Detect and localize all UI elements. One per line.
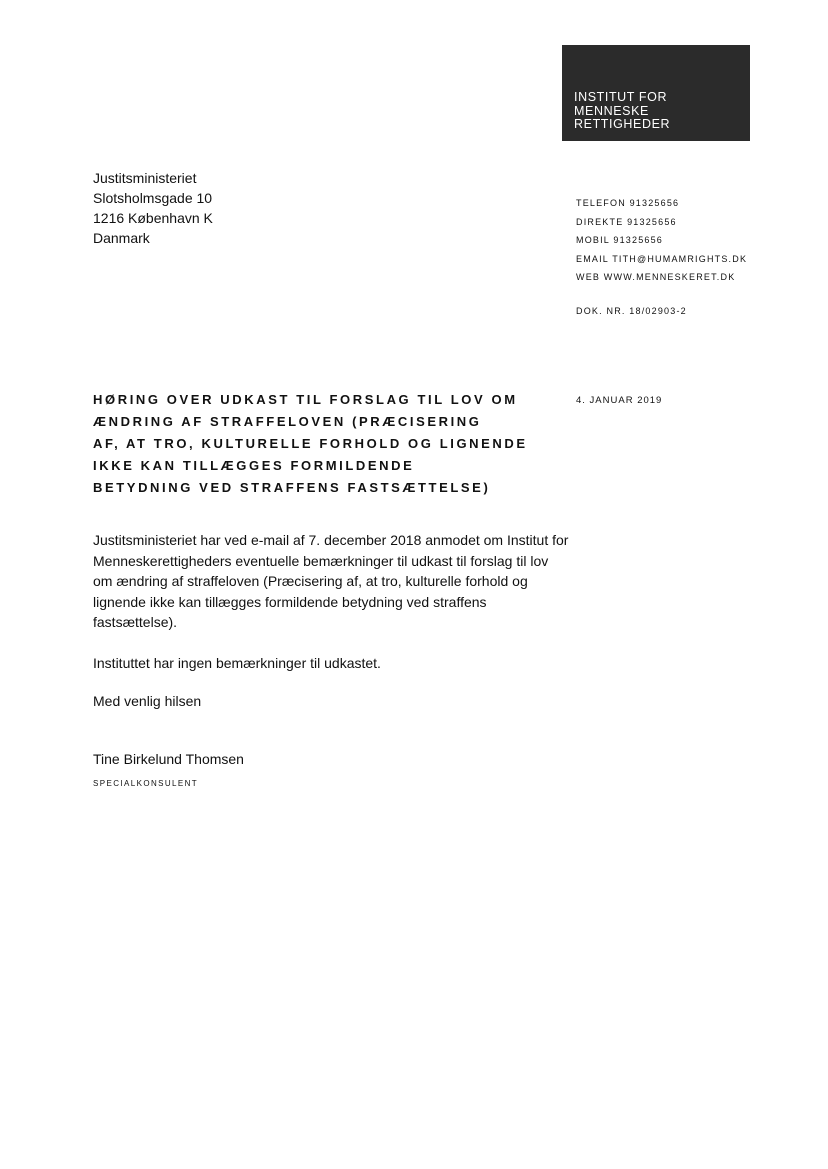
title-line: ÆNDRING AF STRAFFELOVEN (PRÆCISERING — [93, 414, 482, 429]
letter-body — [93, 530, 571, 712]
title-line: IKKE KAN TILLÆGGES FORMILDENDE — [93, 458, 415, 473]
letter-title — [93, 389, 563, 499]
signature-name: Tine Birkelund Thomsen — [93, 751, 244, 767]
institute-logo — [562, 45, 750, 141]
contact-direkte: DIREKTE 91325656 — [576, 216, 677, 227]
logo-text — [574, 91, 670, 132]
recipient-country: Danmark — [93, 230, 150, 246]
signature-title: SPECIALKONSULENT — [93, 779, 199, 788]
contact-email: EMAIL TITH@HUMAMRIGHTS.DK — [576, 253, 748, 264]
closing-line: Med venlig hilsen — [93, 693, 202, 709]
body-paragraph-2: Instituttet har ingen bemærkninger til udkastet. — [93, 654, 381, 671]
recipient-name: Justitsministeriet — [93, 170, 197, 186]
contact-web: WEB WWW.MENNESKERET.DK — [576, 272, 736, 283]
logo-line-2: MENNESKE — [574, 103, 649, 118]
recipient-address — [93, 168, 213, 248]
title-line: AF, AT TRO, KULTURELLE FORHOLD OG LIGNENDE — [93, 436, 528, 451]
recipient-city: 1216 København K — [93, 210, 213, 226]
logo-line-1: INSTITUT FOR — [574, 90, 668, 104]
document-number: DOK. NR. 18/02903-2 — [576, 306, 687, 316]
recipient-street: Slotsholmsgade 10 — [93, 190, 213, 206]
body-paragraph-1: Justitsministeriet har ved e-mail af 7. december 2018 anmodet om Institut for Menneskerettigheders eventuelle bemærkninger til udkast til forslag til lov om ændring af straffeloven (Præcisering af, at tro, kulturelle forhold og lignende ikke kan tillægges formildende betydning ved straffens fastsættelse). — [93, 532, 569, 630]
contact-block — [576, 194, 747, 287]
contact-mobil: MOBIL 91325656 — [576, 235, 664, 246]
title-line: BETYDNING VED STRAFFENS FASTSÆTTELSE) — [93, 480, 491, 495]
title-line: HØRING OVER UDKAST TIL FORSLAG TIL LOV OM — [93, 392, 518, 407]
letter-date: 4. JANUAR 2019 — [576, 395, 663, 406]
contact-telefon: TELEFON 91325656 — [576, 198, 680, 208]
logo-line-3: RETTIGHEDER — [574, 117, 671, 131]
